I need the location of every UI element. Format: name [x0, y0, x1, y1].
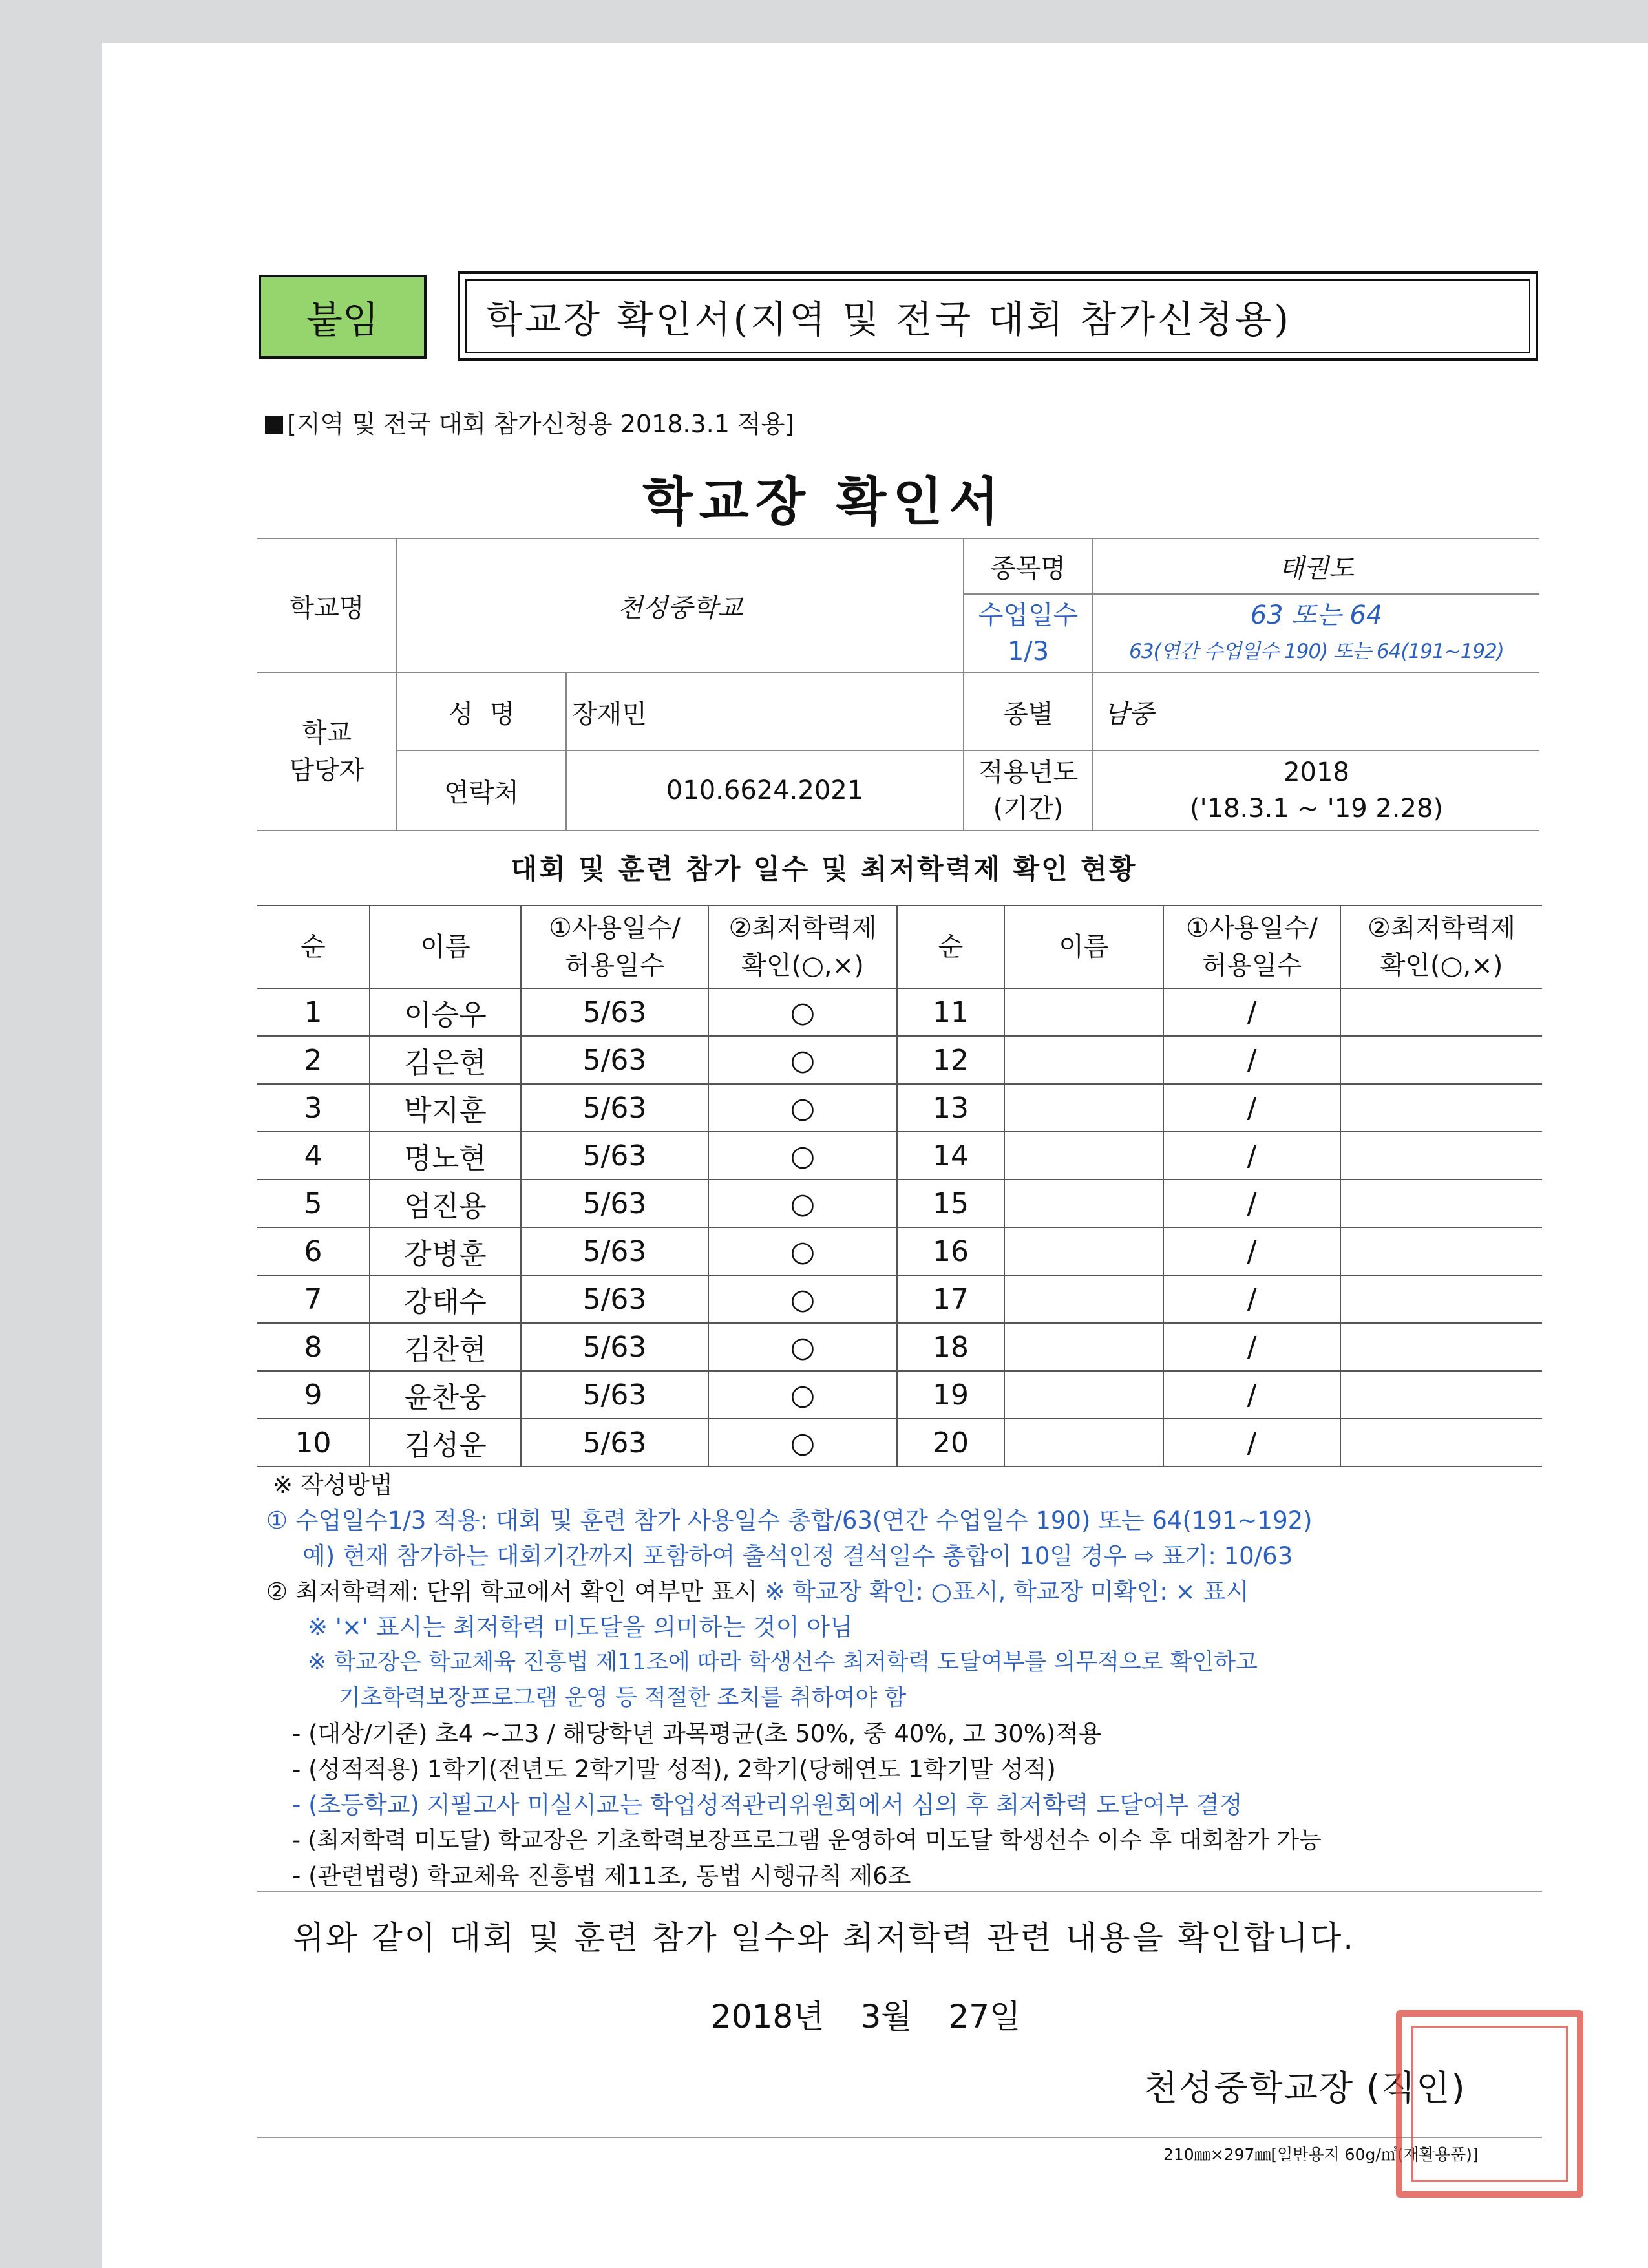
check-mark: ○: [790, 1330, 816, 1364]
table-row: [257, 988, 1542, 1036]
gender-value: 남중: [1093, 673, 1539, 750]
days-label-line1: 수업일수: [978, 600, 1079, 630]
row-check: [708, 1371, 897, 1419]
contact-value: 010.6624.2021: [566, 750, 964, 831]
row-name-right: [1004, 1132, 1163, 1180]
contact-label: 연락처: [397, 750, 566, 831]
note-1: ① 수업일수1/3 적용: 대회 및 훈련 참가 사용일수 총합/63(연간 수업일수 190) 또는 64(191~192): [266, 1507, 1313, 1534]
row-days-right: /: [1163, 988, 1340, 1036]
row-name-right: [1004, 1084, 1163, 1132]
check-mark: ○: [790, 1139, 816, 1172]
detail-target: - (대상/기준) 초4 ~고3 / 해당학년 과목평균(초 50%, 중 40%, 고 30%)적용: [292, 1720, 1102, 1748]
manager-label-line1: 학교: [301, 718, 352, 748]
row-check: [708, 1084, 897, 1132]
principal-signature: 천성중학교장 (직인): [1144, 2068, 1466, 2108]
row-days: 5/63: [521, 1227, 708, 1275]
row-no-right: 18: [897, 1323, 1004, 1371]
row-no: 10: [257, 1419, 370, 1467]
row-no-right: 17: [897, 1275, 1004, 1323]
check-mark: ○: [790, 1043, 816, 1077]
row-no-right: 14: [897, 1132, 1004, 1180]
header-days-right-line2: 허용일수: [1201, 951, 1302, 980]
row-name: 김찬현: [370, 1323, 521, 1371]
row-name: 김은현: [370, 1036, 521, 1084]
row-check: [708, 1419, 897, 1467]
row-days-right: /: [1163, 1371, 1340, 1419]
year-label: [964, 750, 1093, 831]
row-name-right: [1004, 1180, 1163, 1227]
info-table: [257, 538, 1539, 831]
row-days-right: /: [1163, 1180, 1340, 1227]
table-row: [257, 1084, 1542, 1132]
row-check: [708, 1323, 897, 1371]
name-label: 성 명: [397, 673, 566, 750]
row-check-right: [1340, 1275, 1542, 1323]
year-value-line1: 2018: [1284, 758, 1349, 787]
row-name-right: [1004, 988, 1163, 1036]
header-days-line1: ①사용일수/: [549, 913, 681, 943]
signature-date: [711, 1991, 1020, 2037]
row-name: 명노현: [370, 1132, 521, 1180]
note-2-text: ② 최저학력제: 단위 학교에서 확인 여부만 표시: [266, 1578, 757, 1606]
note-4: ※ 학교장은 학교체육 진흥법 제11조에 따라 학생선수 최저학력 도달여부를 의무적으로 확인하고: [308, 1649, 1258, 1675]
notes-heading: ※ 작성방법: [273, 1471, 393, 1499]
confirm-statement: 위와 같이 대회 및 훈련 참가 일수와 최저학력 관련 내용을 확인합니다.: [292, 1919, 1356, 1956]
year-label-line2: (기간): [993, 794, 1064, 823]
row-days: 5/63: [521, 1180, 708, 1227]
year-value-line2: ('18.3.1 ~ '19 2.28): [1189, 794, 1444, 823]
row-no: 1: [257, 988, 370, 1036]
row-name: 강병훈: [370, 1227, 521, 1275]
header-check: [708, 906, 897, 988]
header-check-line2: 확인(○,×): [741, 951, 864, 980]
document-title: 학교장 확인서: [642, 472, 1006, 532]
row-days: 5/63: [521, 1323, 708, 1371]
row-no-right: 16: [897, 1227, 1004, 1275]
row-no-right: 19: [897, 1371, 1004, 1419]
header-check-right: [1340, 906, 1542, 988]
check-mark: ○: [790, 1282, 816, 1316]
row-name: 김성운: [370, 1419, 521, 1467]
row-check-right: [1340, 1419, 1542, 1467]
header-check-right-line1: ②최저학력제: [1367, 913, 1516, 943]
days-value: [1093, 594, 1539, 673]
row-check: [708, 1132, 897, 1180]
row-check: [708, 1036, 897, 1084]
row-days: 5/63: [521, 988, 708, 1036]
days-label-line2: 1/3: [1007, 637, 1050, 666]
row-name: 윤찬웅: [370, 1371, 521, 1419]
row-no: 3: [257, 1084, 370, 1132]
table-row: [257, 1180, 1542, 1227]
detail-below-min: - (최저학력 미도달) 학교장은 기초학력보장프로그램 운영하여 미도달 학생선수 이수 후 대회참가 가능: [292, 1827, 1322, 1854]
row-days-right: /: [1163, 1084, 1340, 1132]
school-value: 천성중학교: [397, 538, 964, 673]
square-bullet-icon: [265, 416, 283, 434]
detail-laws: - (관련법령) 학교체육 진흥법 제11조, 동법 시행규칙 제6조: [292, 1862, 911, 1890]
row-check: [708, 1227, 897, 1275]
row-name-right: [1004, 1371, 1163, 1419]
row-name-right: [1004, 1036, 1163, 1084]
row-no: 2: [257, 1036, 370, 1084]
header-check-right-line2: 확인(○,×): [1380, 951, 1503, 980]
year-value: [1093, 750, 1539, 831]
check-mark: ○: [790, 1235, 816, 1268]
row-no: 6: [257, 1227, 370, 1275]
name-value: 장재민: [566, 673, 964, 750]
table-row: [257, 1323, 1542, 1371]
participation-table: [257, 905, 1542, 1467]
row-name-right: [1004, 1419, 1163, 1467]
row-no-right: 13: [897, 1084, 1004, 1132]
row-check: [708, 1275, 897, 1323]
table-row: [257, 1036, 1542, 1084]
days-value-line1: 63 또는 64: [1250, 600, 1383, 630]
manager-label: [257, 673, 397, 831]
header-days-right-line1: ①사용일수/: [1186, 913, 1318, 943]
note-4-cont: 기초학력보장프로그램 운영 등 적절한 조치를 취하여야 함: [339, 1685, 907, 1711]
row-days-right: /: [1163, 1323, 1340, 1371]
row-name-right: [1004, 1227, 1163, 1275]
official-seal-icon: [1396, 2010, 1583, 2198]
year-label-line1: 적용년도: [978, 758, 1079, 787]
row-name-right: [1004, 1275, 1163, 1323]
row-days: 5/63: [521, 1132, 708, 1180]
sport-label: 종목명: [964, 538, 1093, 594]
header-no-right: 순: [897, 906, 1004, 988]
row-no-right: 11: [897, 988, 1004, 1036]
header-days: [521, 906, 708, 988]
header-title: 학교장 확인서(지역 및 전국 대회 참가신청용): [458, 271, 1538, 361]
row-name: 엄진용: [370, 1180, 521, 1227]
school-label: 학교명: [257, 538, 397, 673]
row-check-right: [1340, 1323, 1542, 1371]
header-days-right: [1163, 906, 1340, 988]
date-year: 2018년: [711, 1998, 825, 2035]
row-check-right: [1340, 1227, 1542, 1275]
row-days-right: /: [1163, 1132, 1340, 1180]
paper-spec: 210㎜×297㎜[일반용지 60g/㎡(재활용품)]: [1163, 2145, 1479, 2164]
gender-label: 종별: [964, 673, 1093, 750]
row-check: [708, 1180, 897, 1227]
check-mark: ○: [790, 1091, 816, 1125]
row-no-right: 20: [897, 1419, 1004, 1467]
row-name-right: [1004, 1323, 1163, 1371]
days-label: [964, 594, 1093, 673]
check-mark: ○: [790, 1426, 816, 1459]
table-row: [257, 1227, 1542, 1275]
row-no: 7: [257, 1275, 370, 1323]
note-2-marking: ※ 학교장 확인: ○표시, 학교장 미확인: × 표시: [765, 1578, 1249, 1606]
row-days: 5/63: [521, 1084, 708, 1132]
detail-grades: - (성적적용) 1학기(전년도 2학기말 성적), 2학기(당해연도 1학기말 성적): [292, 1755, 1056, 1783]
row-check-right: [1340, 1132, 1542, 1180]
table-row: [257, 1132, 1542, 1180]
row-days: 5/63: [521, 1036, 708, 1084]
row-check-right: [1340, 988, 1542, 1036]
header-name-right: 이름: [1004, 906, 1163, 988]
basis-line: [265, 404, 794, 440]
row-check-right: [1340, 1371, 1542, 1419]
row-no-right: 15: [897, 1180, 1004, 1227]
row-days: 5/63: [521, 1371, 708, 1419]
header-check-line1: ②최저학력제: [728, 913, 877, 943]
check-mark: ○: [790, 995, 816, 1029]
basis-text: [지역 및 전국 대회 참가신청용 2018.3.1 적용]: [287, 410, 795, 438]
row-days: 5/63: [521, 1275, 708, 1323]
table-title: 대회 및 훈련 참가 일수 및 최저학력제 확인 현황: [511, 853, 1137, 885]
header-no: 순: [257, 906, 370, 988]
table-header-row: [257, 906, 1542, 988]
detail-elementary: - (초등학교) 지필고사 미실시교는 학업성적관리위원회에서 심의 후 최저학력 도달여부 결정: [292, 1791, 1243, 1819]
row-name: 강태수: [370, 1275, 521, 1323]
row-days-right: /: [1163, 1419, 1340, 1467]
note-2: [266, 1574, 1546, 1609]
row-no: 4: [257, 1132, 370, 1180]
row-name: 이승우: [370, 988, 521, 1036]
row-no: 5: [257, 1180, 370, 1227]
note-1-example: 예) 현재 참가하는 대회기간까지 포함하여 출석인정 결석일수 총합이 10일 경우 ⇨ 표기: 10/63: [302, 1542, 1293, 1570]
table-row: [257, 1275, 1542, 1323]
note-3: ※ '×' 표시는 최저학력 미도달을 의미하는 것이 아님: [308, 1613, 853, 1641]
table-row: [257, 1371, 1542, 1419]
sport-value: 태권도: [1093, 538, 1539, 594]
row-no: 8: [257, 1323, 370, 1371]
check-mark: ○: [790, 1378, 816, 1412]
row-check-right: [1340, 1084, 1542, 1132]
header-name: 이름: [370, 906, 521, 988]
row-days-right: /: [1163, 1227, 1340, 1275]
check-mark: ○: [790, 1187, 816, 1220]
date-month: 3월: [860, 1998, 913, 2035]
row-days: 5/63: [521, 1419, 708, 1467]
writing-notes: [266, 1467, 1546, 1894]
attachment-tag: 붙임: [259, 275, 427, 359]
row-no-right: 12: [897, 1036, 1004, 1084]
row-days-right: /: [1163, 1036, 1340, 1084]
row-days-right: /: [1163, 1275, 1340, 1323]
row-check: [708, 988, 897, 1036]
row-check-right: [1340, 1036, 1542, 1084]
row-no: 9: [257, 1371, 370, 1419]
manager-label-line2: 담당자: [289, 756, 364, 785]
row-check-right: [1340, 1180, 1542, 1227]
date-day: 27일: [948, 1998, 1021, 2035]
table-row: [257, 1419, 1542, 1467]
days-value-line2: 63(연간 수업일수 190) 또는 64(191~192): [1129, 640, 1504, 663]
divider-line: [257, 1891, 1542, 1892]
row-name: 박지훈: [370, 1084, 521, 1132]
footer-line: [257, 2137, 1542, 2138]
header-days-line2: 허용일수: [564, 951, 665, 980]
